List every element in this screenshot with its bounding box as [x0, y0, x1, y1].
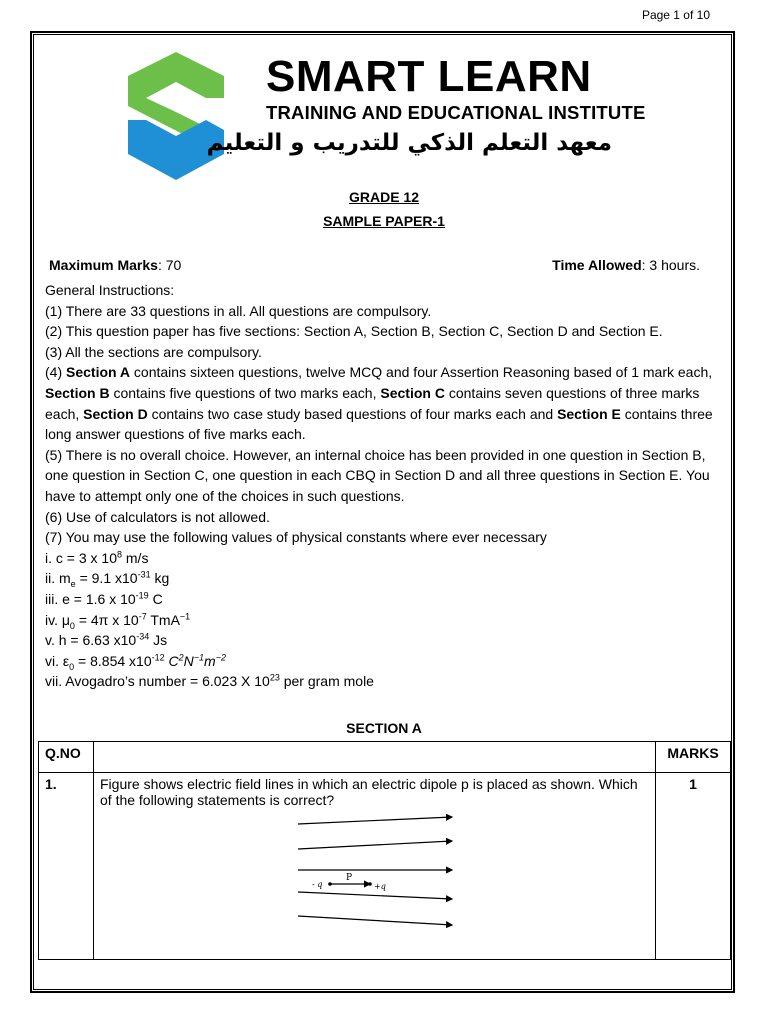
general-instructions [45, 280, 725, 692]
brand-subtitle: TRAINING AND EDUCATIONAL INSTITUTE [266, 102, 646, 123]
instruction-2: (2) This question paper has five sections: Section A, Section B, Section C, Section D and Section E. [45, 323, 663, 340]
constant-mu0: iv. $\mu_0 = 4\pi$ x $10^{-7}$ TmA$^{-1}$ [45, 610, 191, 631]
question-table [38, 741, 731, 960]
constant-eps0: vi. $\varepsilon_0 = 8.854$ $x10^{-12}$ $C^2N^{-1}m^{-2}$ [45, 652, 226, 672]
electric-field-figure [290, 814, 460, 934]
table-header-row [39, 742, 731, 773]
constant-e: iii. e = 1.6 x $10^{-19}$ C [45, 590, 163, 607]
field-line-2 [298, 841, 452, 849]
page-number: Page 1 of 10 [641, 8, 710, 22]
instructions-heading: General Instructions: [45, 282, 175, 298]
q1-number: 1. [39, 773, 94, 960]
col-question [94, 742, 656, 773]
instruction-3: (3) All the sections are compulsory. [45, 343, 262, 360]
constant-c: i. c = 3 x $10^8$ m/s [45, 549, 149, 566]
field-line-4 [298, 892, 452, 899]
instruction-1: (1) There are 33 questions in all. All questions are compulsory. [45, 302, 432, 319]
label-neg-q: - q [311, 880, 322, 889]
label-pos-q: +q [373, 882, 386, 891]
dipole-pos-charge [368, 882, 372, 886]
smart-learn-logo-icon [126, 50, 226, 182]
instruction-4: (4) Section A contains sixteen questions, twelve MCQ and four Assertion Reasoning based of 1 mark each, Section B contains five questions of two marks each, Section C contains seven questions of three marks each, Section D contains two case study based questions of four marks each and Section E contains three long answer questions of five marks each. [45, 364, 713, 443]
instruction-5: (5) There is no overall choice. However, an internal choice has been provided in one question in Section B, one question in Section C, one question in each CBQ in Section D and all three questions in Section E. You have to attempt only one of the choices in such questions. [45, 446, 710, 504]
q1-marks: 1 [656, 773, 731, 960]
instruction-7: (7) You may use the following values of physical constants where ever necessary [45, 529, 547, 546]
table-row [39, 773, 731, 960]
dipole-neg-charge [328, 882, 332, 886]
constant-me: ii. $m_e = 9.1$ $x10^{-31}$ kg [45, 569, 170, 590]
brand-title: SMART LEARN [266, 52, 592, 101]
constant-avogadro: vii. Avogadro’s number = 6.023 X $10^{23}$ per gram mole [45, 672, 374, 690]
q1-text: Figure shows electric field lines in which an electric dipole p is placed as shown. Which of the following statements is correct? [100, 776, 638, 808]
field-line-5 [298, 916, 452, 925]
q1-cell [94, 773, 656, 960]
col-qno: Q.NO [39, 742, 94, 773]
max-marks: Maximum Marks: 70 [49, 257, 182, 273]
constant-h: v. h = 6.63 $x10^{-34}$ Js [45, 631, 168, 649]
grade-title: GRADE 12 [348, 189, 420, 205]
label-p: P [345, 873, 352, 883]
brand-arabic: معهد التعلم الذكي للتدريب و التعليم [206, 130, 612, 156]
col-marks: MARKS [656, 742, 731, 773]
paper-title: SAMPLE PAPER-1 [323, 213, 445, 229]
brand-block [206, 52, 646, 156]
section-a-title: SECTION A [346, 720, 422, 736]
instruction-6: (6) Use of calculators is not allowed. [45, 508, 270, 525]
time-allowed: Time Allowed: 3 hours. [552, 257, 700, 273]
field-line-1 [298, 817, 452, 824]
